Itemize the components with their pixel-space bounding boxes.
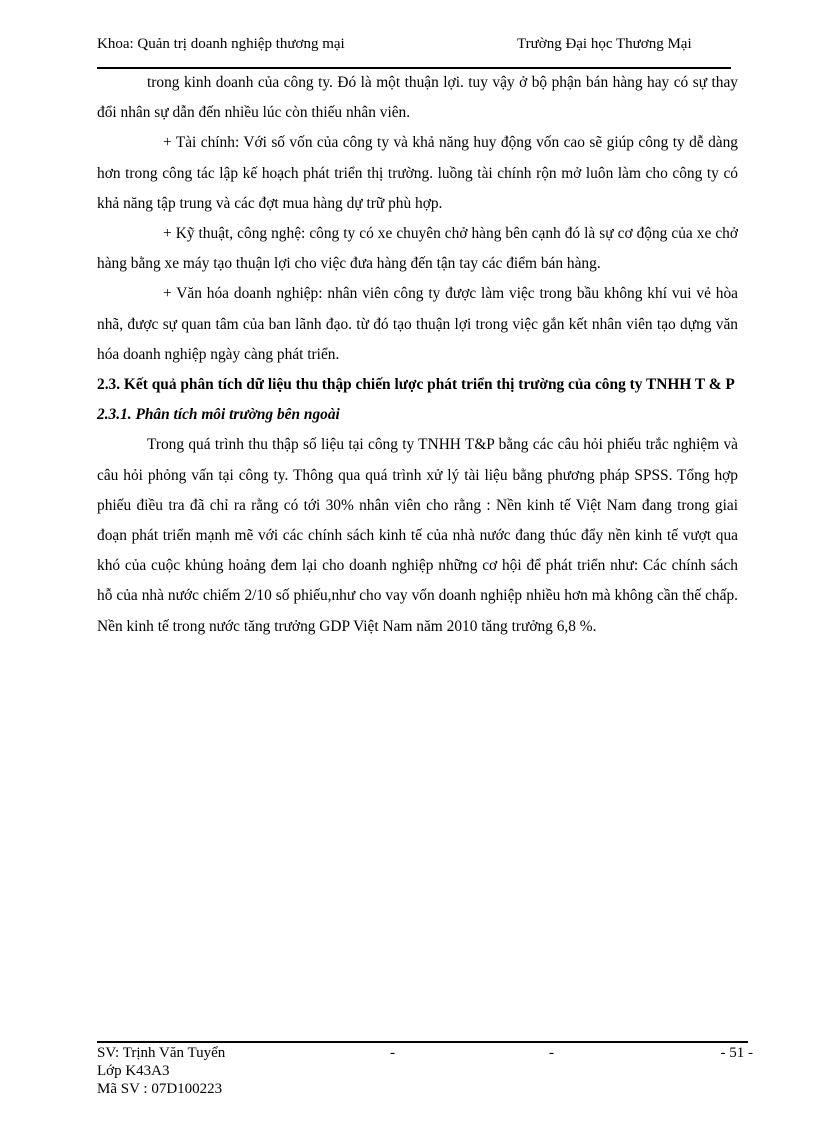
header-university: Trường Đại học Thương Mại	[517, 36, 692, 52]
header-faculty: Khoa: Quản trị doanh nghiệp thương mại	[97, 36, 345, 52]
page-footer	[97, 1044, 757, 1098]
footer-student-id: Mã SV : 07D100223	[97, 1081, 223, 1097]
page-header	[97, 36, 737, 56]
footer-dash: -	[549, 1045, 554, 1061]
page-body	[97, 68, 738, 642]
footer-divider	[97, 1041, 748, 1043]
subsection-heading: 2.3.1. Phân tích môi trường bên ngoài	[97, 406, 340, 424]
footer-class: Lớp K43A3	[97, 1063, 170, 1079]
paragraph-continuation: trong kinh doanh của công ty. Đó là một thuận lợi. tuy vậy ở bộ phận bán hàng hay có sự thay đổi nhân sự dẫn đến nhiều lúc còn thiếu nhân viên.	[97, 74, 738, 122]
paragraph-culture: + Văn hóa doanh nghiệp: nhân viên công ty được làm việc trong bầu không khí vui vẻ hòa nhã, được sự quan tâm của ban lãnh đạo. từ đó tạo thuận lợi trong việc gắn kết nhân viên tạo dựng văn hóa doanh nghiệp ngày càng phát triển.	[97, 285, 738, 363]
section-heading: 2.3. Kết quả phân tích dữ liệu thu thập chiến lược phát triển thị trường của công ty TNHH T & P	[97, 376, 735, 394]
paragraph-survey: Trong quá trình thu thập số liệu tại công ty TNHH T&P bằng các câu hỏi phiếu trắc nghiệm và câu hỏi phỏng vấn tại công ty. Thông qua quá trình xử lý tài liệu bằng phương pháp SPSS. Tổng hợp phiếu điều tra đã chỉ ra rằng có tới 30% nhân viên cho rằng : Nền kinh tế Việt Nam đang trong giai đoạn phát triển mạnh mẽ với các chính sách kinh tế của nhà nước đang thúc đẩy nền kinh tế vượt qua khó của cuộc khủng hoảng đem lại cho doanh nghiệp những cơ hội để phát triển như: Các chính sách hỗ của nhà nước chiếm 2/10 số phiếu,như cho vay vốn doanh nghiệp nhiều hơn mà không cần thế chấp. Nền kinh tế trong nước tăng trưởng GDP Việt Nam năm 2010 tăng trưởng 6,8 %.	[97, 436, 738, 635]
paragraph-technology: + Kỹ thuật, công nghệ: công ty có xe chuyên chở hàng bên cạnh đó là sự cơ động của xe chở hàng bằng xe máy tạo thuận lợi cho việc đưa hàng đến tận tay các điểm bán hàng.	[97, 225, 738, 273]
page-number: - 51 -	[720, 1045, 753, 1061]
footer-student-name: SV: Trịnh Văn Tuyển	[97, 1045, 226, 1061]
paragraph-finance: + Tài chính: Với số vốn của công ty và khả năng huy động vốn cao sẽ giúp công ty dễ dàng hơn trong công tác lập kế hoạch phát triển thị trường. luồng tài chính rộn mở luôn làm cho công ty có khả năng tập trung và các đợt mua hàng dự trữ phù hợp.	[97, 134, 738, 212]
footer-dash: -	[390, 1045, 395, 1061]
